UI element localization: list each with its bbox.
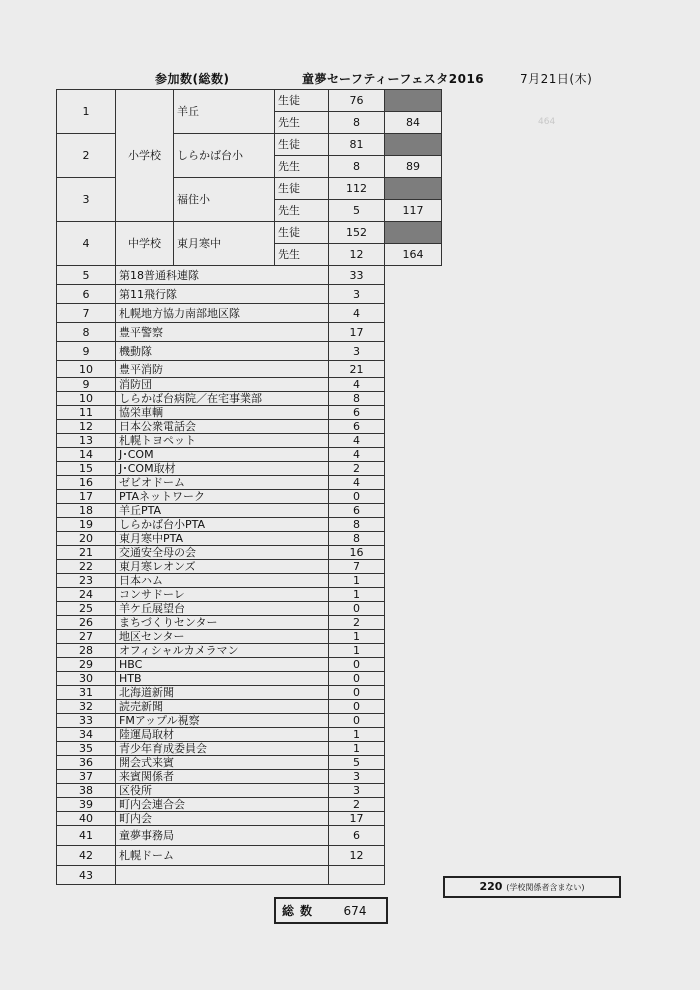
blank-cell [385, 728, 442, 742]
blank-cell [385, 602, 442, 616]
table-row [57, 448, 442, 462]
table-row [57, 378, 442, 392]
table-row [57, 756, 442, 770]
blank-cell [385, 866, 442, 885]
note-value: 220 [479, 880, 503, 893]
group-count: 12 [329, 846, 385, 866]
group-no: 22 [57, 560, 116, 574]
group-no: 26 [57, 616, 116, 630]
group-count: 2 [329, 616, 385, 630]
student-count: 76 [329, 90, 385, 112]
blank-cell [385, 574, 442, 588]
total-value: 674 [343, 903, 367, 918]
table-row [57, 518, 442, 532]
table-row [57, 742, 442, 756]
blank-cell [385, 434, 442, 448]
student-label: 生徒 [275, 222, 329, 244]
group-no: 27 [57, 630, 116, 644]
group-no: 38 [57, 784, 116, 798]
group-name: 機動隊 [116, 342, 329, 361]
group-count: 0 [329, 714, 385, 728]
group-name: J･COM取材 [116, 462, 329, 476]
table-row [57, 560, 442, 574]
group-no: 40 [57, 812, 116, 826]
table-row [57, 784, 442, 798]
group-count: 4 [329, 378, 385, 392]
group-name [116, 866, 329, 885]
group-count: 33 [329, 266, 385, 285]
school-no: 4 [57, 222, 116, 266]
group-no: 15 [57, 462, 116, 476]
table-row [57, 546, 442, 560]
note-text: (学校関係者含まない) [506, 883, 585, 892]
table-row [57, 846, 442, 866]
blank-cell [385, 846, 442, 866]
blank-cell [385, 714, 442, 728]
blank-cell [385, 616, 442, 630]
table-row [57, 602, 442, 616]
group-count: 0 [329, 658, 385, 672]
teacher-label: 先生 [275, 156, 329, 178]
blank-cell [385, 490, 442, 504]
table-row [57, 434, 442, 448]
group-count: 0 [329, 672, 385, 686]
group-name: 町内会 [116, 812, 329, 826]
group-count: 4 [329, 304, 385, 323]
group-name: 東月寒中PTA [116, 532, 329, 546]
blank-cell [385, 756, 442, 770]
table-row [57, 798, 442, 812]
faint-number: 464 [538, 117, 556, 127]
group-name: PTAネットワーク [116, 490, 329, 504]
table-row [57, 588, 442, 602]
group-name: 日本公衆電話会 [116, 420, 329, 434]
blank-cell [385, 304, 442, 323]
group-name: J･COM [116, 448, 329, 462]
group-name: 第11飛行隊 [116, 285, 329, 304]
school-no: 1 [57, 90, 116, 134]
group-no: 28 [57, 644, 116, 658]
blank-cell [385, 462, 442, 476]
group-name: HTB [116, 672, 329, 686]
group-no: 20 [57, 532, 116, 546]
table-row [57, 504, 442, 518]
group-no: 31 [57, 686, 116, 700]
group-name: HBC [116, 658, 329, 672]
group-count: 21 [329, 361, 385, 378]
group-no: 25 [57, 602, 116, 616]
teacher-count: 8 [329, 156, 385, 178]
blank-cell [385, 770, 442, 784]
school-subtotal: 89 [385, 156, 442, 178]
group-name: 札幌ドーム [116, 846, 329, 866]
student-count: 81 [329, 134, 385, 156]
group-no: 37 [57, 770, 116, 784]
group-count: 8 [329, 532, 385, 546]
group-no: 10 [57, 361, 116, 378]
table-row [57, 770, 442, 784]
blank-cell [385, 504, 442, 518]
grey-cell [385, 178, 442, 200]
total-label: 総数 [281, 904, 318, 918]
group-no: 7 [57, 304, 116, 323]
school-name: 東月寒中 [174, 222, 275, 266]
school-no: 3 [57, 178, 116, 222]
group-no: 35 [57, 742, 116, 756]
grey-cell [385, 134, 442, 156]
blank-cell [385, 644, 442, 658]
teacher-count: 12 [329, 244, 385, 266]
table-row [57, 90, 442, 112]
group-name: 協栄車輌 [116, 406, 329, 420]
group-count: 6 [329, 420, 385, 434]
group-no: 13 [57, 434, 116, 448]
group-no: 9 [57, 342, 116, 361]
table-row [57, 285, 442, 304]
group-no: 32 [57, 700, 116, 714]
group-count [329, 866, 385, 885]
group-name: 開会式来賓 [116, 756, 329, 770]
group-count: 17 [329, 323, 385, 342]
group-no: 23 [57, 574, 116, 588]
group-no: 24 [57, 588, 116, 602]
group-no: 17 [57, 490, 116, 504]
table-row [57, 644, 442, 658]
group-no: 19 [57, 518, 116, 532]
table-row [57, 866, 442, 885]
table-row [57, 178, 442, 200]
student-label: 生徒 [275, 90, 329, 112]
table-row [57, 420, 442, 434]
group-name: FMアップル視察 [116, 714, 329, 728]
group-name: 豊平警察 [116, 323, 329, 342]
school-name: 福住小 [174, 178, 275, 222]
group-count: 3 [329, 784, 385, 798]
blank-cell [385, 448, 442, 462]
blank-cell [385, 285, 442, 304]
blank-cell [385, 798, 442, 812]
group-name: 第18普通科連隊 [116, 266, 329, 285]
blank-cell [385, 342, 442, 361]
blank-cell [385, 532, 442, 546]
group-name: 区役所 [116, 784, 329, 798]
group-name: 来賓関係者 [116, 770, 329, 784]
group-name: 童夢事務局 [116, 826, 329, 846]
group-name: 日本ハム [116, 574, 329, 588]
school-subtotal: 84 [385, 112, 442, 134]
table-row [57, 686, 442, 700]
blank-cell [385, 420, 442, 434]
school-group: 小学校 [116, 90, 174, 222]
group-no: 18 [57, 504, 116, 518]
group-no: 14 [57, 448, 116, 462]
group-count: 2 [329, 462, 385, 476]
table-row [57, 476, 442, 490]
group-no: 8 [57, 323, 116, 342]
table-row [57, 658, 442, 672]
table-row [57, 361, 442, 378]
group-count: 3 [329, 770, 385, 784]
blank-cell [385, 378, 442, 392]
participants-table-body [57, 90, 442, 885]
group-no: 39 [57, 798, 116, 812]
group-name: 札幌地方協力南部地区隊 [116, 304, 329, 323]
group-count: 0 [329, 490, 385, 504]
blank-cell [385, 700, 442, 714]
page-title: 参加数(総数) [155, 72, 230, 86]
group-name: コンサドーレ [116, 588, 329, 602]
table-row [57, 826, 442, 846]
group-name: オフィシャルカメラマン [116, 644, 329, 658]
group-count: 2 [329, 798, 385, 812]
school-name: 羊丘 [174, 90, 275, 134]
table-row [57, 304, 442, 323]
group-name: 消防団 [116, 378, 329, 392]
group-count: 7 [329, 560, 385, 574]
blank-cell [385, 266, 442, 285]
group-no: 41 [57, 826, 116, 846]
blank-cell [385, 546, 442, 560]
group-count: 5 [329, 756, 385, 770]
student-count: 112 [329, 178, 385, 200]
teacher-label: 先生 [275, 200, 329, 222]
teacher-label: 先生 [275, 244, 329, 266]
group-name: 町内会連合会 [116, 798, 329, 812]
group-name: 羊丘PTA [116, 504, 329, 518]
group-no: 10 [57, 392, 116, 406]
table-row [57, 342, 442, 361]
group-no: 21 [57, 546, 116, 560]
blank-cell [385, 658, 442, 672]
blank-cell [385, 518, 442, 532]
student-count: 152 [329, 222, 385, 244]
group-name: 札幌トヨペット [116, 434, 329, 448]
table-row [57, 630, 442, 644]
participants-table [56, 89, 442, 885]
group-name: 豊平消防 [116, 361, 329, 378]
blank-cell [385, 323, 442, 342]
event-name: 童夢セーフティーフェスタ2016 [302, 72, 485, 86]
table-row [57, 700, 442, 714]
blank-cell [385, 784, 442, 798]
group-no: 30 [57, 672, 116, 686]
total-box [274, 897, 388, 924]
student-label: 生徒 [275, 178, 329, 200]
table-row [57, 532, 442, 546]
group-count: 8 [329, 392, 385, 406]
teacher-count: 5 [329, 200, 385, 222]
table-row [57, 574, 442, 588]
blank-cell [385, 630, 442, 644]
group-no: 12 [57, 420, 116, 434]
table-row [57, 323, 442, 342]
teacher-label: 先生 [275, 112, 329, 134]
table-row [57, 616, 442, 630]
group-no: 29 [57, 658, 116, 672]
event-date: 7月21日(木) [520, 72, 593, 86]
group-no: 42 [57, 846, 116, 866]
group-name: しらかば台病院／在宅事業部 [116, 392, 329, 406]
group-count: 3 [329, 342, 385, 361]
group-name: まちづくりセンター [116, 616, 329, 630]
school-no: 2 [57, 134, 116, 178]
group-name: ゼビオドーム [116, 476, 329, 490]
group-count: 1 [329, 644, 385, 658]
group-count: 3 [329, 285, 385, 304]
group-count: 6 [329, 504, 385, 518]
table-row [57, 462, 442, 476]
table-row [57, 406, 442, 420]
group-no: 33 [57, 714, 116, 728]
school-group: 中学校 [116, 222, 174, 266]
group-count: 6 [329, 826, 385, 846]
group-count: 0 [329, 686, 385, 700]
table-row [57, 714, 442, 728]
group-no: 36 [57, 756, 116, 770]
school-subtotal: 117 [385, 200, 442, 222]
table-row [57, 222, 442, 244]
school-subtotal: 164 [385, 244, 442, 266]
group-count: 17 [329, 812, 385, 826]
group-no: 34 [57, 728, 116, 742]
blank-cell [385, 392, 442, 406]
group-count: 1 [329, 630, 385, 644]
group-no: 9 [57, 378, 116, 392]
group-count: 1 [329, 588, 385, 602]
blank-cell [385, 588, 442, 602]
group-no: 43 [57, 866, 116, 885]
table-row [57, 134, 442, 156]
school-name: しらかば台小 [174, 134, 275, 178]
grey-cell [385, 222, 442, 244]
group-name: 東月寒レオンズ [116, 560, 329, 574]
table-row [57, 672, 442, 686]
group-count: 4 [329, 434, 385, 448]
blank-cell [385, 406, 442, 420]
blank-cell [385, 672, 442, 686]
blank-cell [385, 826, 442, 846]
table-row [57, 266, 442, 285]
group-count: 16 [329, 546, 385, 560]
group-name: 地区センター [116, 630, 329, 644]
student-label: 生徒 [275, 134, 329, 156]
group-count: 6 [329, 406, 385, 420]
blank-cell [385, 812, 442, 826]
blank-cell [385, 361, 442, 378]
group-name: 陸運局取材 [116, 728, 329, 742]
note-box [443, 876, 621, 898]
group-count: 4 [329, 476, 385, 490]
group-count: 1 [329, 742, 385, 756]
teacher-count: 8 [329, 112, 385, 134]
group-name: しらかば台小PTA [116, 518, 329, 532]
group-name: 青少年育成委員会 [116, 742, 329, 756]
group-count: 0 [329, 700, 385, 714]
table-row [57, 392, 442, 406]
group-no: 16 [57, 476, 116, 490]
group-count: 0 [329, 602, 385, 616]
blank-cell [385, 686, 442, 700]
blank-cell [385, 560, 442, 574]
group-name: 読売新聞 [116, 700, 329, 714]
table-row [57, 490, 442, 504]
table-row [57, 812, 442, 826]
group-count: 4 [329, 448, 385, 462]
group-no: 6 [57, 285, 116, 304]
group-count: 8 [329, 518, 385, 532]
group-name: 羊ケ丘展望台 [116, 602, 329, 616]
group-count: 1 [329, 574, 385, 588]
blank-cell [385, 476, 442, 490]
grey-cell [385, 90, 442, 112]
group-name: 交通安全母の会 [116, 546, 329, 560]
blank-cell [385, 742, 442, 756]
group-no: 5 [57, 266, 116, 285]
group-name: 北海道新聞 [116, 686, 329, 700]
table-row [57, 728, 442, 742]
group-count: 1 [329, 728, 385, 742]
group-no: 11 [57, 406, 116, 420]
